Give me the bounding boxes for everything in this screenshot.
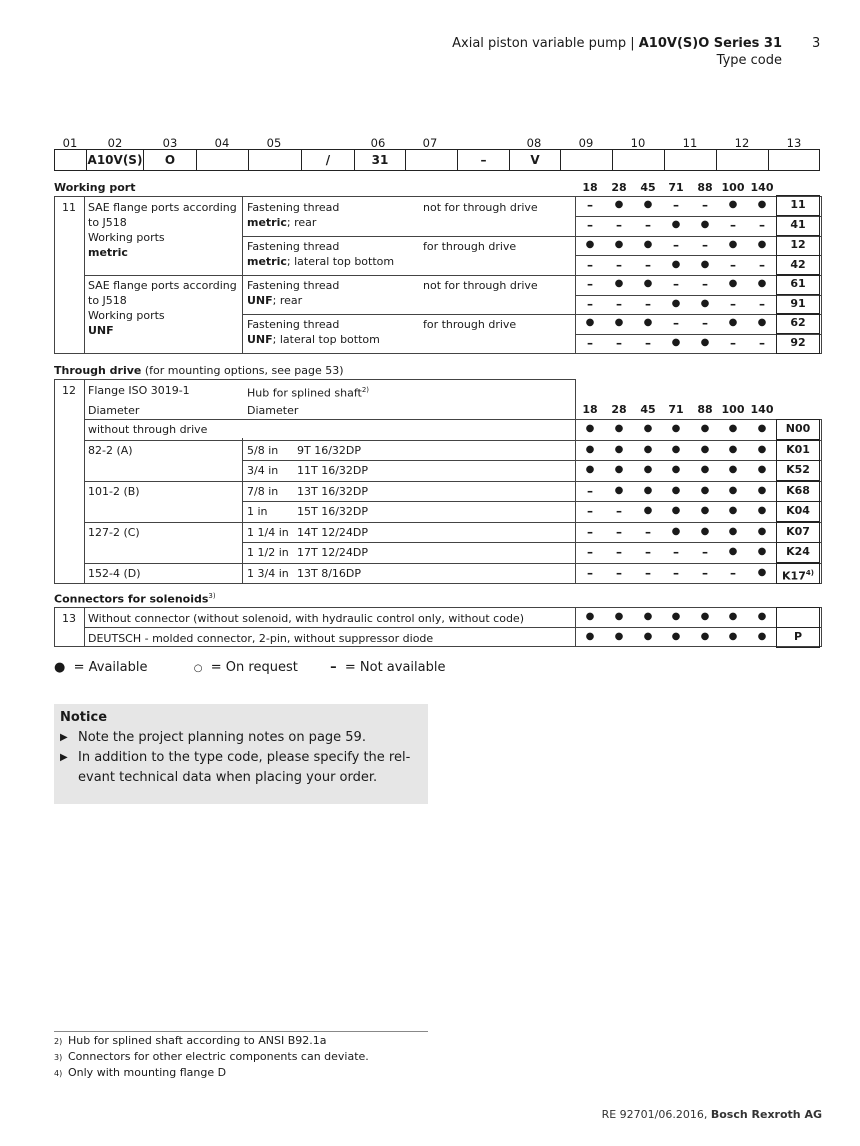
code-cell-03: O — [144, 150, 197, 170]
wp-row2-desc: Fastening thread metric; lateral top bottom — [247, 240, 395, 268]
td-code-K07-cell-28: – — [616, 524, 622, 539]
wp-code-61-cell-71: – — [673, 277, 679, 291]
wp-code-42-code: 42 — [776, 255, 820, 276]
pos-10: 10 — [630, 136, 646, 150]
td-spline: 11T 16/32DP — [297, 464, 369, 477]
wp-code-42-cell-18: – — [587, 258, 593, 272]
wp-code-11-cell-88: – — [702, 198, 708, 212]
legend — [54, 660, 445, 675]
wp-code-41-cell-100: – — [730, 218, 736, 232]
wp-code-11-code: 11 — [776, 195, 820, 216]
on-request-symbol: ○ — [193, 663, 203, 674]
td-hub-diameter: 5/8 in — [247, 443, 279, 457]
pos-07: 07 — [422, 136, 438, 150]
td-code-K04-cell-88: ● — [700, 505, 710, 516]
td-size-88: 88 — [697, 403, 713, 416]
td-code-N00-cell-100: ● — [728, 423, 738, 434]
td-code-K52-cell-100: ● — [728, 464, 738, 475]
cn-code-none-cell-28: ● — [614, 611, 624, 622]
td-spline: 9T 16/32DP — [297, 443, 362, 457]
bullet-arrow-icon: ▶ — [60, 732, 68, 743]
td-spline: 17T 12/24DP — [297, 546, 369, 559]
td-code-K24-code: K24 — [776, 542, 820, 563]
td-code-K07-cell-140: ● — [757, 525, 767, 537]
td-code-K17-cell-100: – — [730, 565, 736, 580]
working-port-title: Working port — [54, 181, 136, 194]
header-title: Axial piston variable pump | A10V(S)O Series 31 — [452, 36, 782, 51]
pos-04: 04 — [214, 136, 230, 150]
size-140: 140 — [750, 181, 774, 194]
wp-code-91-code: 91 — [776, 294, 820, 315]
wp-code-11-cell-28: ● — [614, 199, 624, 210]
on-request-label: = On request — [210, 660, 298, 675]
code-cell-12 — [717, 150, 769, 170]
td-code-K01-cell-71: ● — [671, 443, 681, 455]
cn-code-P-cell-28: ● — [614, 631, 624, 642]
notice-box — [54, 704, 428, 804]
wp-code-92-cell-140: – — [759, 336, 765, 350]
size-45: 45 — [640, 181, 656, 194]
wp-row1-desc: Fastening thread metric; rear — [247, 201, 340, 229]
td-code-K01-cell-88: ● — [700, 443, 710, 455]
td-code-K68-cell-45: ● — [643, 484, 653, 496]
wp-code-92-cell-45: – — [645, 336, 651, 350]
wp-metric-desc: SAE flange ports according to J518 Working ports metric — [88, 201, 237, 259]
wp-code-62-cell-45: ● — [643, 317, 653, 328]
pos-02: 02 — [107, 136, 123, 150]
td-code-K24-cell-100: ● — [728, 546, 738, 557]
footnote-3: 3) Connectors for other electric components can deviate. — [54, 1050, 369, 1063]
wp-code-41-code: 41 — [776, 215, 820, 236]
notice-item-2: In addition to the type code, please specify the rel- evant technical data when placing your order. — [78, 750, 411, 785]
through-drive-title: Through drive (for mounting options, see page 53) — [54, 364, 344, 377]
td-flange-label: 82-2 (A) — [88, 443, 133, 457]
wp-code-62-cell-88: – — [702, 316, 708, 330]
td-flange-header: Flange ISO 3019-1 — [88, 384, 190, 397]
td-code-K24-cell-140: ● — [757, 546, 767, 557]
wp-unf-desc: SAE flange ports according to J518 Working ports UNF — [88, 279, 237, 337]
td-code-N00-code: N00 — [776, 419, 820, 440]
td-code-K52-cell-71: ● — [671, 464, 681, 475]
td-code-K17-cell-88: – — [702, 565, 708, 580]
wp-code-11-cell-18: – — [587, 198, 593, 212]
cn-code-P-cell-88: ● — [700, 631, 710, 642]
wp-code-41-cell-45: – — [645, 218, 651, 232]
notice-item-1: Note the project planning notes on page 59. — [78, 730, 366, 745]
td-code-K68-cell-100: ● — [728, 484, 738, 496]
wp-code-12-cell-71: – — [673, 238, 679, 252]
td-spline: 13T 8/16DP — [297, 566, 362, 580]
td-code-K17-cell-140: ● — [757, 566, 767, 578]
connector-row-2-text: DEUTSCH - molded connector, 2-pin, without suppressor diode — [88, 632, 434, 645]
wp-code-42-cell-28: – — [616, 258, 622, 272]
wp-code-42-cell-100: – — [730, 258, 736, 272]
cn-code-P-cell-140: ● — [757, 631, 767, 642]
td-code-K17-cell-18: – — [587, 565, 593, 580]
wp-code-91-cell-45: – — [645, 297, 651, 311]
footnote-2: 2) Hub for splined shaft according to ANSI B92.1a — [54, 1034, 327, 1047]
cn-code-none-cell-140: ● — [757, 611, 767, 622]
td-code-K52-cell-140: ● — [757, 464, 767, 475]
cn-code-none-code — [776, 607, 820, 628]
header-subtitle: Type code — [716, 53, 782, 68]
wp-code-12-cell-45: ● — [643, 239, 653, 250]
wp-code-12-cell-88: – — [702, 238, 708, 252]
wp-code-61-cell-28: ● — [614, 278, 624, 289]
wp-code-41-cell-18: – — [587, 218, 593, 232]
td-flange-label: 152-4 (D) — [88, 566, 141, 580]
td-code-K01-cell-100: ● — [728, 443, 738, 455]
notice-title: Notice — [60, 710, 108, 725]
td-size-18: 18 — [582, 403, 598, 416]
td-code-K24-cell-71: – — [673, 545, 679, 559]
wp-code-11-cell-71: – — [673, 198, 679, 212]
wp-code-61-code: 61 — [776, 274, 820, 295]
td-code-K52-code: K52 — [776, 460, 820, 481]
through-drive-num: 12 — [62, 384, 76, 397]
td-code-K01-cell-140: ● — [757, 443, 767, 455]
wp-code-11-cell-140: ● — [757, 199, 767, 210]
td-size-28: 28 — [611, 403, 627, 416]
code-cell-09 — [561, 150, 613, 170]
pos-03: 03 — [162, 136, 178, 150]
wp-code-91-cell-100: – — [730, 297, 736, 311]
td-code-K04-cell-28: – — [616, 504, 622, 518]
td-code-K17-code: K17$^{4)}$ — [776, 563, 820, 584]
cn-code-none-cell-88: ● — [700, 611, 710, 622]
code-cell-07 — [406, 150, 458, 170]
td-code-K52-cell-88: ● — [700, 464, 710, 475]
size-100: 100 — [721, 181, 745, 194]
wp-code-12-cell-18: ● — [585, 239, 595, 250]
code-cell-08: V — [510, 150, 561, 170]
td-code-K01-cell-45: ● — [643, 443, 653, 455]
wp-code-62-code: 62 — [776, 313, 820, 334]
working-port-sizes — [0, 181, 860, 195]
pos-09: 09 — [578, 136, 594, 150]
type-code-row — [54, 149, 820, 171]
td-code-K17-cell-28: – — [616, 565, 622, 580]
code-cell-11 — [665, 150, 717, 170]
td-code-K07-cell-100: ● — [728, 525, 738, 537]
td-size-100: 100 — [721, 403, 745, 416]
td-code-K24-cell-28: – — [616, 545, 622, 559]
td-code-K04-cell-100: ● — [728, 505, 738, 516]
wp-code-62-cell-71: – — [673, 316, 679, 330]
td-code-K17-cell-45: – — [645, 565, 651, 580]
td-code-K52-cell-45: ● — [643, 464, 653, 475]
td-code-N00-cell-45: ● — [643, 423, 653, 434]
td-code-K52-cell-28: ● — [614, 464, 624, 475]
wp-code-92-code: 92 — [776, 333, 820, 354]
available-label: = Available — [73, 660, 148, 675]
td-code-N00-cell-18: ● — [585, 423, 595, 434]
td-code-K17-cell-71: – — [673, 565, 679, 580]
td-code-K04-cell-71: ● — [671, 505, 681, 516]
wp-code-41-cell-71: ● — [671, 219, 681, 230]
td-code-K01-code: K01 — [776, 440, 820, 461]
pos-11: 11 — [682, 136, 698, 150]
wp-code-62-cell-140: ● — [757, 317, 767, 328]
not-available-label: = Not available — [344, 660, 446, 675]
wp-code-62-cell-28: ● — [614, 317, 624, 328]
wp-code-92-cell-100: – — [730, 336, 736, 350]
wp-code-91-cell-71: ● — [671, 298, 681, 309]
code-cell-dash: – — [458, 150, 510, 170]
footnote-4: 4) Only with mounting flange D — [54, 1066, 227, 1079]
td-diameter-1: Diameter — [88, 404, 140, 417]
wp-code-11-cell-100: ● — [728, 199, 738, 210]
td-code-N00-cell-28: ● — [614, 423, 624, 434]
pos-12: 12 — [734, 136, 750, 150]
pos-08: 08 — [526, 136, 542, 150]
td-code-K68-cell-18: – — [587, 483, 593, 498]
wp-code-12-code: 12 — [776, 235, 820, 256]
wp-row1-mode: not for through drive — [423, 201, 538, 214]
td-code-K04-cell-140: ● — [757, 505, 767, 516]
td-code-K24-cell-45: – — [645, 545, 651, 559]
available-symbol: ● — [54, 660, 66, 675]
td-code-K68-cell-28: ● — [614, 484, 624, 496]
size-28: 28 — [611, 181, 627, 194]
td-code-K07-cell-18: – — [587, 524, 593, 539]
wp-code-92-cell-88: ● — [700, 337, 710, 348]
td-code-K01-cell-28: ● — [614, 443, 624, 455]
code-cell-10 — [613, 150, 665, 170]
cn-code-P-cell-18: ● — [585, 631, 595, 642]
cn-code-P-cell-45: ● — [643, 631, 653, 642]
wp-code-61-cell-100: ● — [728, 278, 738, 289]
wp-code-61-cell-18: – — [587, 277, 593, 291]
cn-code-P-cell-71: ● — [671, 631, 681, 642]
wp-code-91-cell-140: – — [759, 297, 765, 311]
pos-05: 05 — [266, 136, 282, 150]
wp-code-92-cell-71: ● — [671, 337, 681, 348]
td-size-71: 71 — [668, 403, 684, 416]
td-code-N00-cell-88: ● — [700, 423, 710, 434]
connectors-title: Connectors for solenoids$^{3)}$ — [54, 592, 216, 606]
td-code-K24-cell-18: – — [587, 545, 593, 559]
through-drive-sizes — [0, 403, 860, 417]
wp-code-12-cell-28: ● — [614, 239, 624, 250]
code-cell-06: 31 — [355, 150, 406, 170]
td-code-K68-cell-140: ● — [757, 484, 767, 496]
wp-code-92-cell-28: – — [616, 336, 622, 350]
td-code-K07-code: K07 — [776, 522, 820, 543]
td-hub-diameter: 1 3/4 in — [247, 566, 289, 580]
cn-code-none-cell-45: ● — [643, 611, 653, 622]
code-cell-02: A10V(S) — [87, 150, 144, 170]
wp-code-42-cell-88: ● — [700, 259, 710, 270]
wp-code-42-cell-71: ● — [671, 259, 681, 270]
td-hub-diameter: 1 1/2 in — [247, 546, 289, 559]
td-code-K52-cell-18: ● — [585, 464, 595, 475]
code-cell-slash: / — [302, 150, 355, 170]
wp-row3-mode: not for through drive — [423, 279, 538, 292]
wp-code-91-cell-88: ● — [700, 298, 710, 309]
wp-code-61-cell-88: – — [702, 277, 708, 291]
td-spline: 14T 12/24DP — [297, 525, 369, 539]
td-hub-header: Hub for splined shaft$^{2)}$ — [247, 386, 370, 400]
td-code-K04-cell-45: ● — [643, 505, 653, 516]
code-cell-05 — [249, 150, 302, 170]
td-spline: 13T 16/32DP — [297, 484, 369, 498]
cn-code-P-code: P — [776, 627, 820, 648]
td-hub-diameter: 7/8 in — [247, 484, 279, 498]
wp-code-62-cell-100: ● — [728, 317, 738, 328]
size-71: 71 — [668, 181, 684, 194]
cn-code-none-cell-100: ● — [728, 611, 738, 622]
working-port-num: 11 — [62, 201, 76, 214]
cn-code-none-cell-71: ● — [671, 611, 681, 622]
cn-code-none-cell-18: ● — [585, 611, 595, 622]
td-code-N00-cell-140: ● — [757, 423, 767, 434]
wp-code-12-cell-140: ● — [757, 239, 767, 250]
size-88: 88 — [697, 181, 713, 194]
not-available-symbol: – — [330, 660, 337, 675]
wp-code-62-cell-18: ● — [585, 317, 595, 328]
wp-code-91-cell-28: – — [616, 297, 622, 311]
footnote-divider — [54, 1031, 428, 1032]
td-hub-diameter: 1 in — [247, 505, 268, 518]
connector-row-1-text: Without connector (without solenoid, with hydraulic control only, without code) — [88, 612, 524, 625]
td-hub-diameter: 1 1/4 in — [247, 525, 289, 539]
pos-13: 13 — [786, 136, 802, 150]
code-cell-04 — [197, 150, 249, 170]
wp-row4-mode: for through drive — [423, 318, 517, 331]
td-code-N00-cell-71: ● — [671, 423, 681, 434]
td-code-K68-code: K68 — [776, 481, 820, 502]
cn-code-P-cell-100: ● — [728, 631, 738, 642]
td-code-K68-cell-71: ● — [671, 484, 681, 496]
pos-01: 01 — [62, 136, 78, 150]
td-spline: 15T 16/32DP — [297, 505, 369, 518]
td-code-K01-cell-18: ● — [585, 443, 595, 455]
wp-row2-mode: for through drive — [423, 240, 517, 253]
wp-code-42-cell-45: – — [645, 258, 651, 272]
td-code-K68-cell-88: ● — [700, 484, 710, 496]
td-code-K04-code: K04 — [776, 501, 820, 522]
wp-code-12-cell-100: ● — [728, 239, 738, 250]
wp-code-61-cell-45: ● — [643, 278, 653, 289]
size-18: 18 — [582, 181, 598, 194]
wp-code-92-cell-18: – — [587, 336, 593, 350]
td-code-K07-cell-45: – — [645, 524, 651, 539]
td-diameter-2: Diameter — [247, 404, 299, 417]
td-code-K07-cell-88: ● — [700, 525, 710, 537]
connectors-num: 13 — [62, 612, 76, 625]
wp-code-41-cell-88: ● — [700, 219, 710, 230]
wp-code-41-cell-140: – — [759, 218, 765, 232]
code-cell-01 — [55, 150, 87, 170]
wp-code-41-cell-28: – — [616, 218, 622, 232]
page-number: 3 — [812, 36, 821, 51]
wp-row3-desc: Fastening thread UNF; rear — [247, 279, 340, 307]
td-code-K24-cell-88: – — [702, 545, 708, 559]
td-size-140: 140 — [750, 403, 774, 416]
pos-06: 06 — [370, 136, 386, 150]
td-code-K07-cell-71: ● — [671, 525, 681, 537]
td-flange-label: without through drive — [88, 423, 208, 436]
wp-code-61-cell-140: ● — [757, 278, 767, 289]
td-flange-label: 101-2 (B) — [88, 484, 140, 498]
footer: RE 92701/06.2016, Bosch Rexroth AG — [601, 1108, 822, 1121]
wp-code-91-cell-18: – — [587, 297, 593, 311]
td-size-45: 45 — [640, 403, 656, 416]
bullet-arrow-icon: ▶ — [60, 752, 68, 763]
wp-row4-desc: Fastening thread UNF; lateral top bottom — [247, 318, 380, 346]
td-hub-diameter: 3/4 in — [247, 464, 279, 477]
td-code-K04-cell-18: – — [587, 504, 593, 518]
td-flange-label: 127-2 (C) — [88, 525, 140, 539]
wp-code-11-cell-45: ● — [643, 199, 653, 210]
code-cell-13 — [769, 150, 819, 170]
wp-code-42-cell-140: – — [759, 258, 765, 272]
